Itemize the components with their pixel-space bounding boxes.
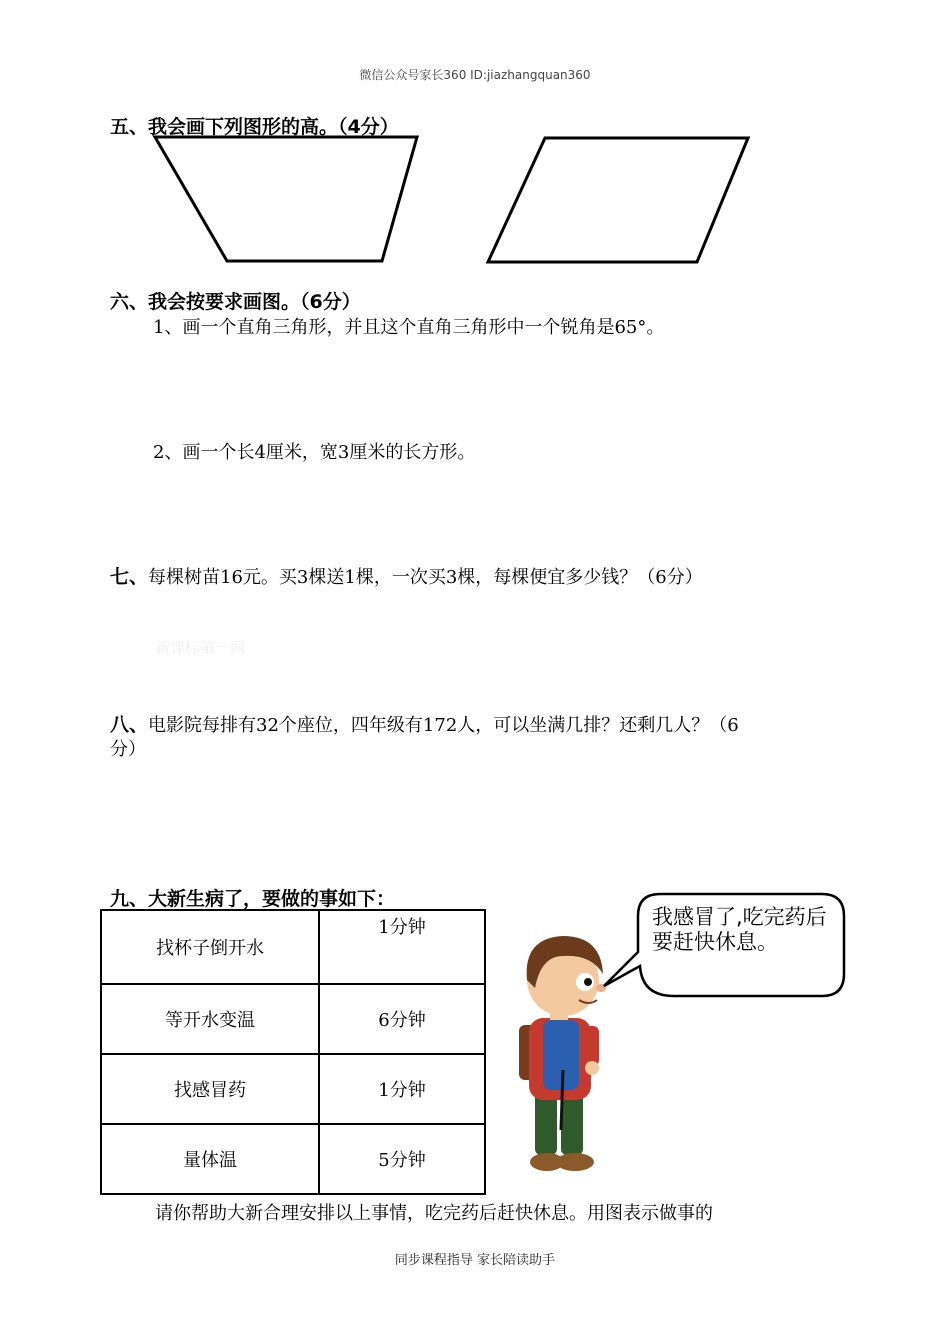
task-cell: 找杯子倒开水 [101,910,319,984]
section-7-text: 每棵树苗16元。买3棵送1棵，一次买3棵，每棵便宜多少钱？（6分） [148,567,703,588]
section-7-number: 七、 [110,566,149,588]
section-7-question [110,562,703,589]
section-8-line-2: 分） [110,739,146,760]
table-row [101,1124,485,1194]
section-8-number: 八、 [110,714,149,736]
task-cell: 量体温 [101,1124,319,1194]
table-row [101,984,485,1054]
section-8-question [110,710,739,737]
section-9-title: 九、大新生病了，要做的事如下： [110,888,396,910]
time-cell: 1分钟 [319,910,485,984]
page-footer: 同步课程指导 家长陪读助手 [394,1253,556,1268]
time-cell: 1分钟 [319,1054,485,1124]
section-6-item-2: 2、画一个长4厘米，宽3厘米的长方形。 [153,442,476,463]
watermark-text: 新课标第一网 [155,639,246,657]
section-6-item-1: 1、画一个直角三角形，并且这个直角三角形中一个锐角是65°。 [153,317,665,338]
trapezoid-shape [155,137,417,261]
speech-bubble-text: 我感冒了,吃完药后要赶快休息。 [652,905,827,954]
section-9-instruction: 请你帮助大新合理安排以上事情，吃完药后赶快休息。用图表示做事的 [155,1203,713,1224]
time-cell: 5分钟 [319,1124,485,1194]
task-cell: 找感冒药 [101,1054,319,1124]
table-row [101,1054,485,1124]
task-cell: 等开水变温 [101,984,319,1054]
section-8-line-1: 电影院每排有32个座位，四年级有172人，可以坐满几排？还剩几人？（6 [148,715,739,736]
section-5-shapes [150,130,770,270]
tasks-table [100,909,486,1195]
section-5-title: 五、我会画下列图形的高。（4分） [110,116,399,138]
time-cell: 6分钟 [319,984,485,1054]
parallelogram-shape [488,138,748,262]
boy-figure [505,930,615,1180]
page-header: 微信公众号家长360 ID:jiazhangquan360 [359,68,591,82]
table-row [101,910,485,984]
section-6-title: 六、我会按要求画图。（6分） [110,291,361,313]
